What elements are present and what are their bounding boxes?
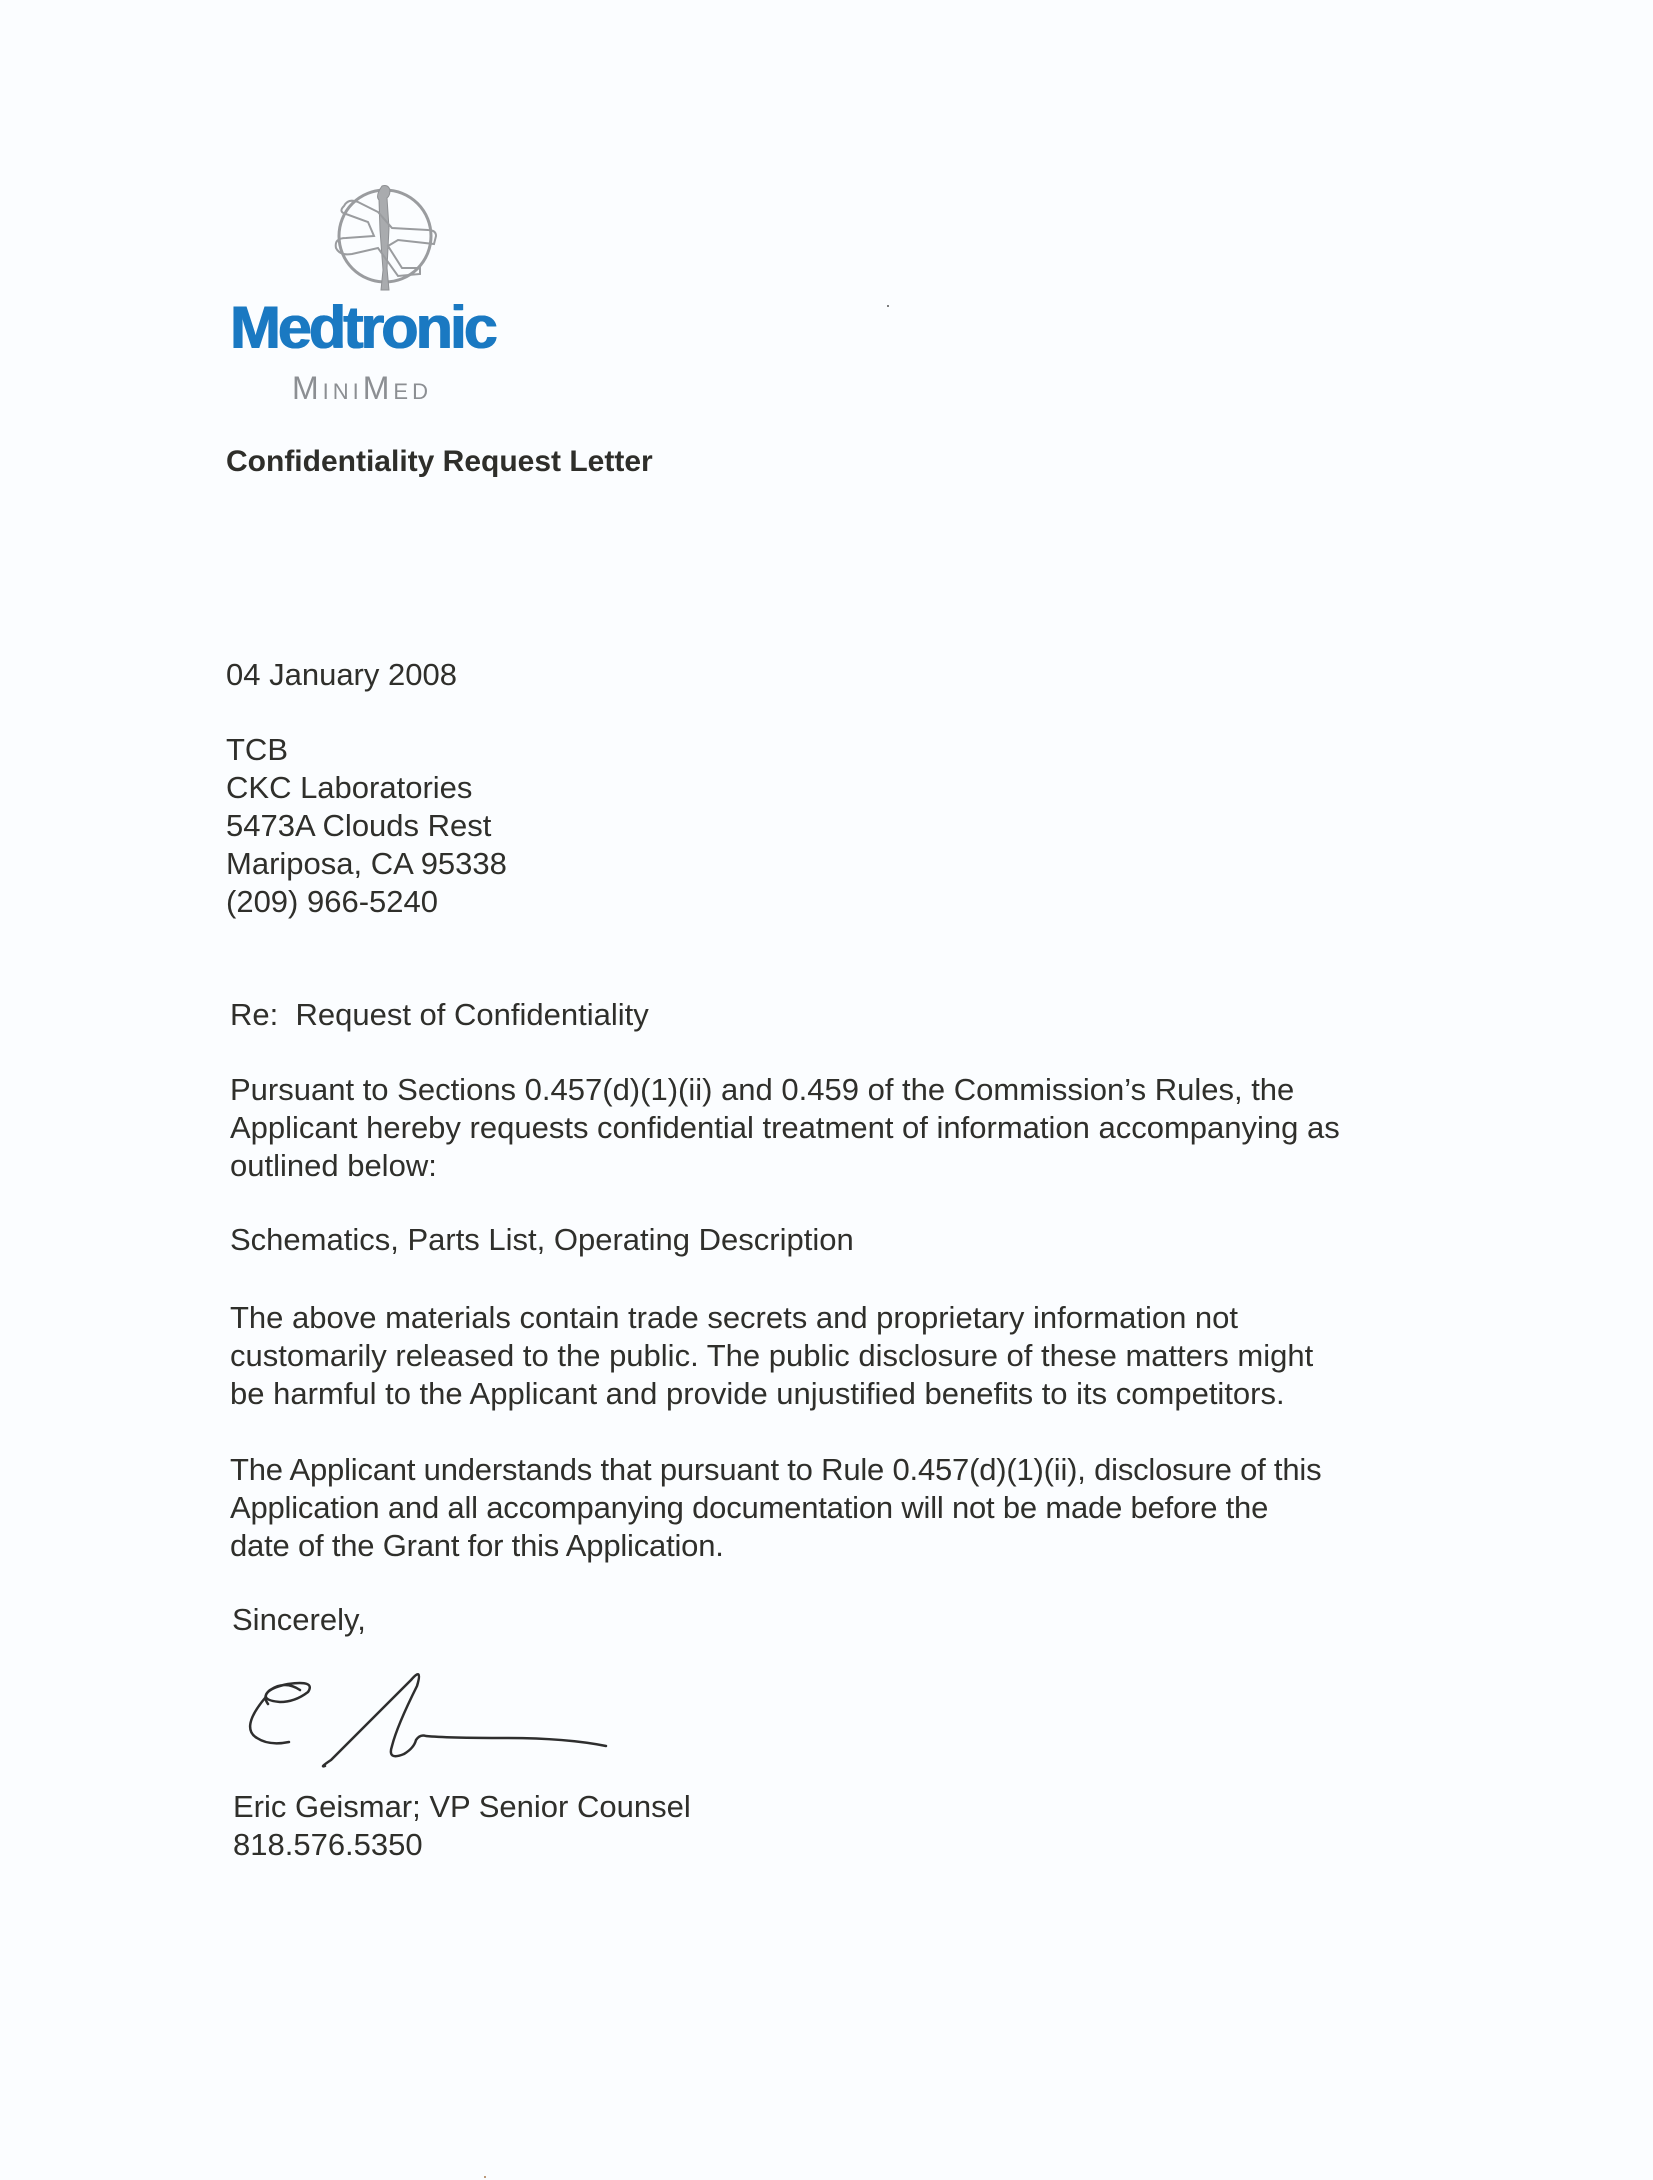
recipient-line: 5473A Clouds Rest: [226, 808, 492, 843]
recipient-address: [226, 731, 507, 921]
paragraph-line: Pursuant to Sections 0.457(d)(1)(ii) and 0.459 of the Commission’s Rules, the: [230, 1072, 1295, 1107]
document-title: Confidentiality Request Letter: [226, 445, 653, 478]
scan-speck: [887, 305, 889, 307]
paragraph-line: outlined below:: [230, 1148, 437, 1183]
recipient-line: CKC Laboratories: [226, 770, 473, 805]
handwritten-signature-icon: [245, 1660, 685, 1780]
division-name: [292, 372, 432, 404]
paragraph-line: date of the Grant for this Application.: [230, 1528, 724, 1563]
paragraph-line: The above materials contain trade secrets and proprietary information not: [230, 1300, 1239, 1335]
recipient-line: TCB: [226, 732, 288, 767]
paragraph-line: customarily released to the public. The public disclosure of these matters might: [230, 1338, 1314, 1373]
body-paragraph-3: [230, 1451, 1321, 1565]
closing-salutation: Sincerely,: [232, 1602, 366, 1637]
scan-speck: [484, 2176, 486, 2178]
body-paragraph-2: [230, 1299, 1313, 1413]
paragraph-line: Applicant hereby requests confidential treatment of information accompanying as: [230, 1110, 1340, 1145]
division-name-text: MiniMed: [292, 370, 432, 406]
signer-phone: 818.576.5350: [233, 1827, 423, 1862]
subject-line: Re: Request of Confidentiality: [230, 997, 649, 1032]
confidential-items: Schematics, Parts List, Operating Description: [230, 1222, 854, 1257]
paragraph-line: Application and all accompanying documentation will not be made before the: [230, 1490, 1269, 1525]
signer-name-title: Eric Geismar; VP Senior Counsel: [233, 1789, 691, 1824]
company-logo-wordmark: Medtronic: [230, 294, 495, 361]
paragraph-line: The Applicant understands that pursuant to Rule 0.457(d)(1)(ii), disclosure of this: [230, 1452, 1322, 1487]
medtronic-emblem-icon: [320, 180, 450, 295]
letter-date: 04 January 2008: [226, 657, 457, 692]
paragraph-line: be harmful to the Applicant and provide unjustified benefits to its competitors.: [230, 1376, 1285, 1411]
body-paragraph-1: [230, 1071, 1340, 1185]
recipient-line: (209) 966-5240: [226, 884, 438, 919]
recipient-line: Mariposa, CA 95338: [226, 846, 507, 881]
